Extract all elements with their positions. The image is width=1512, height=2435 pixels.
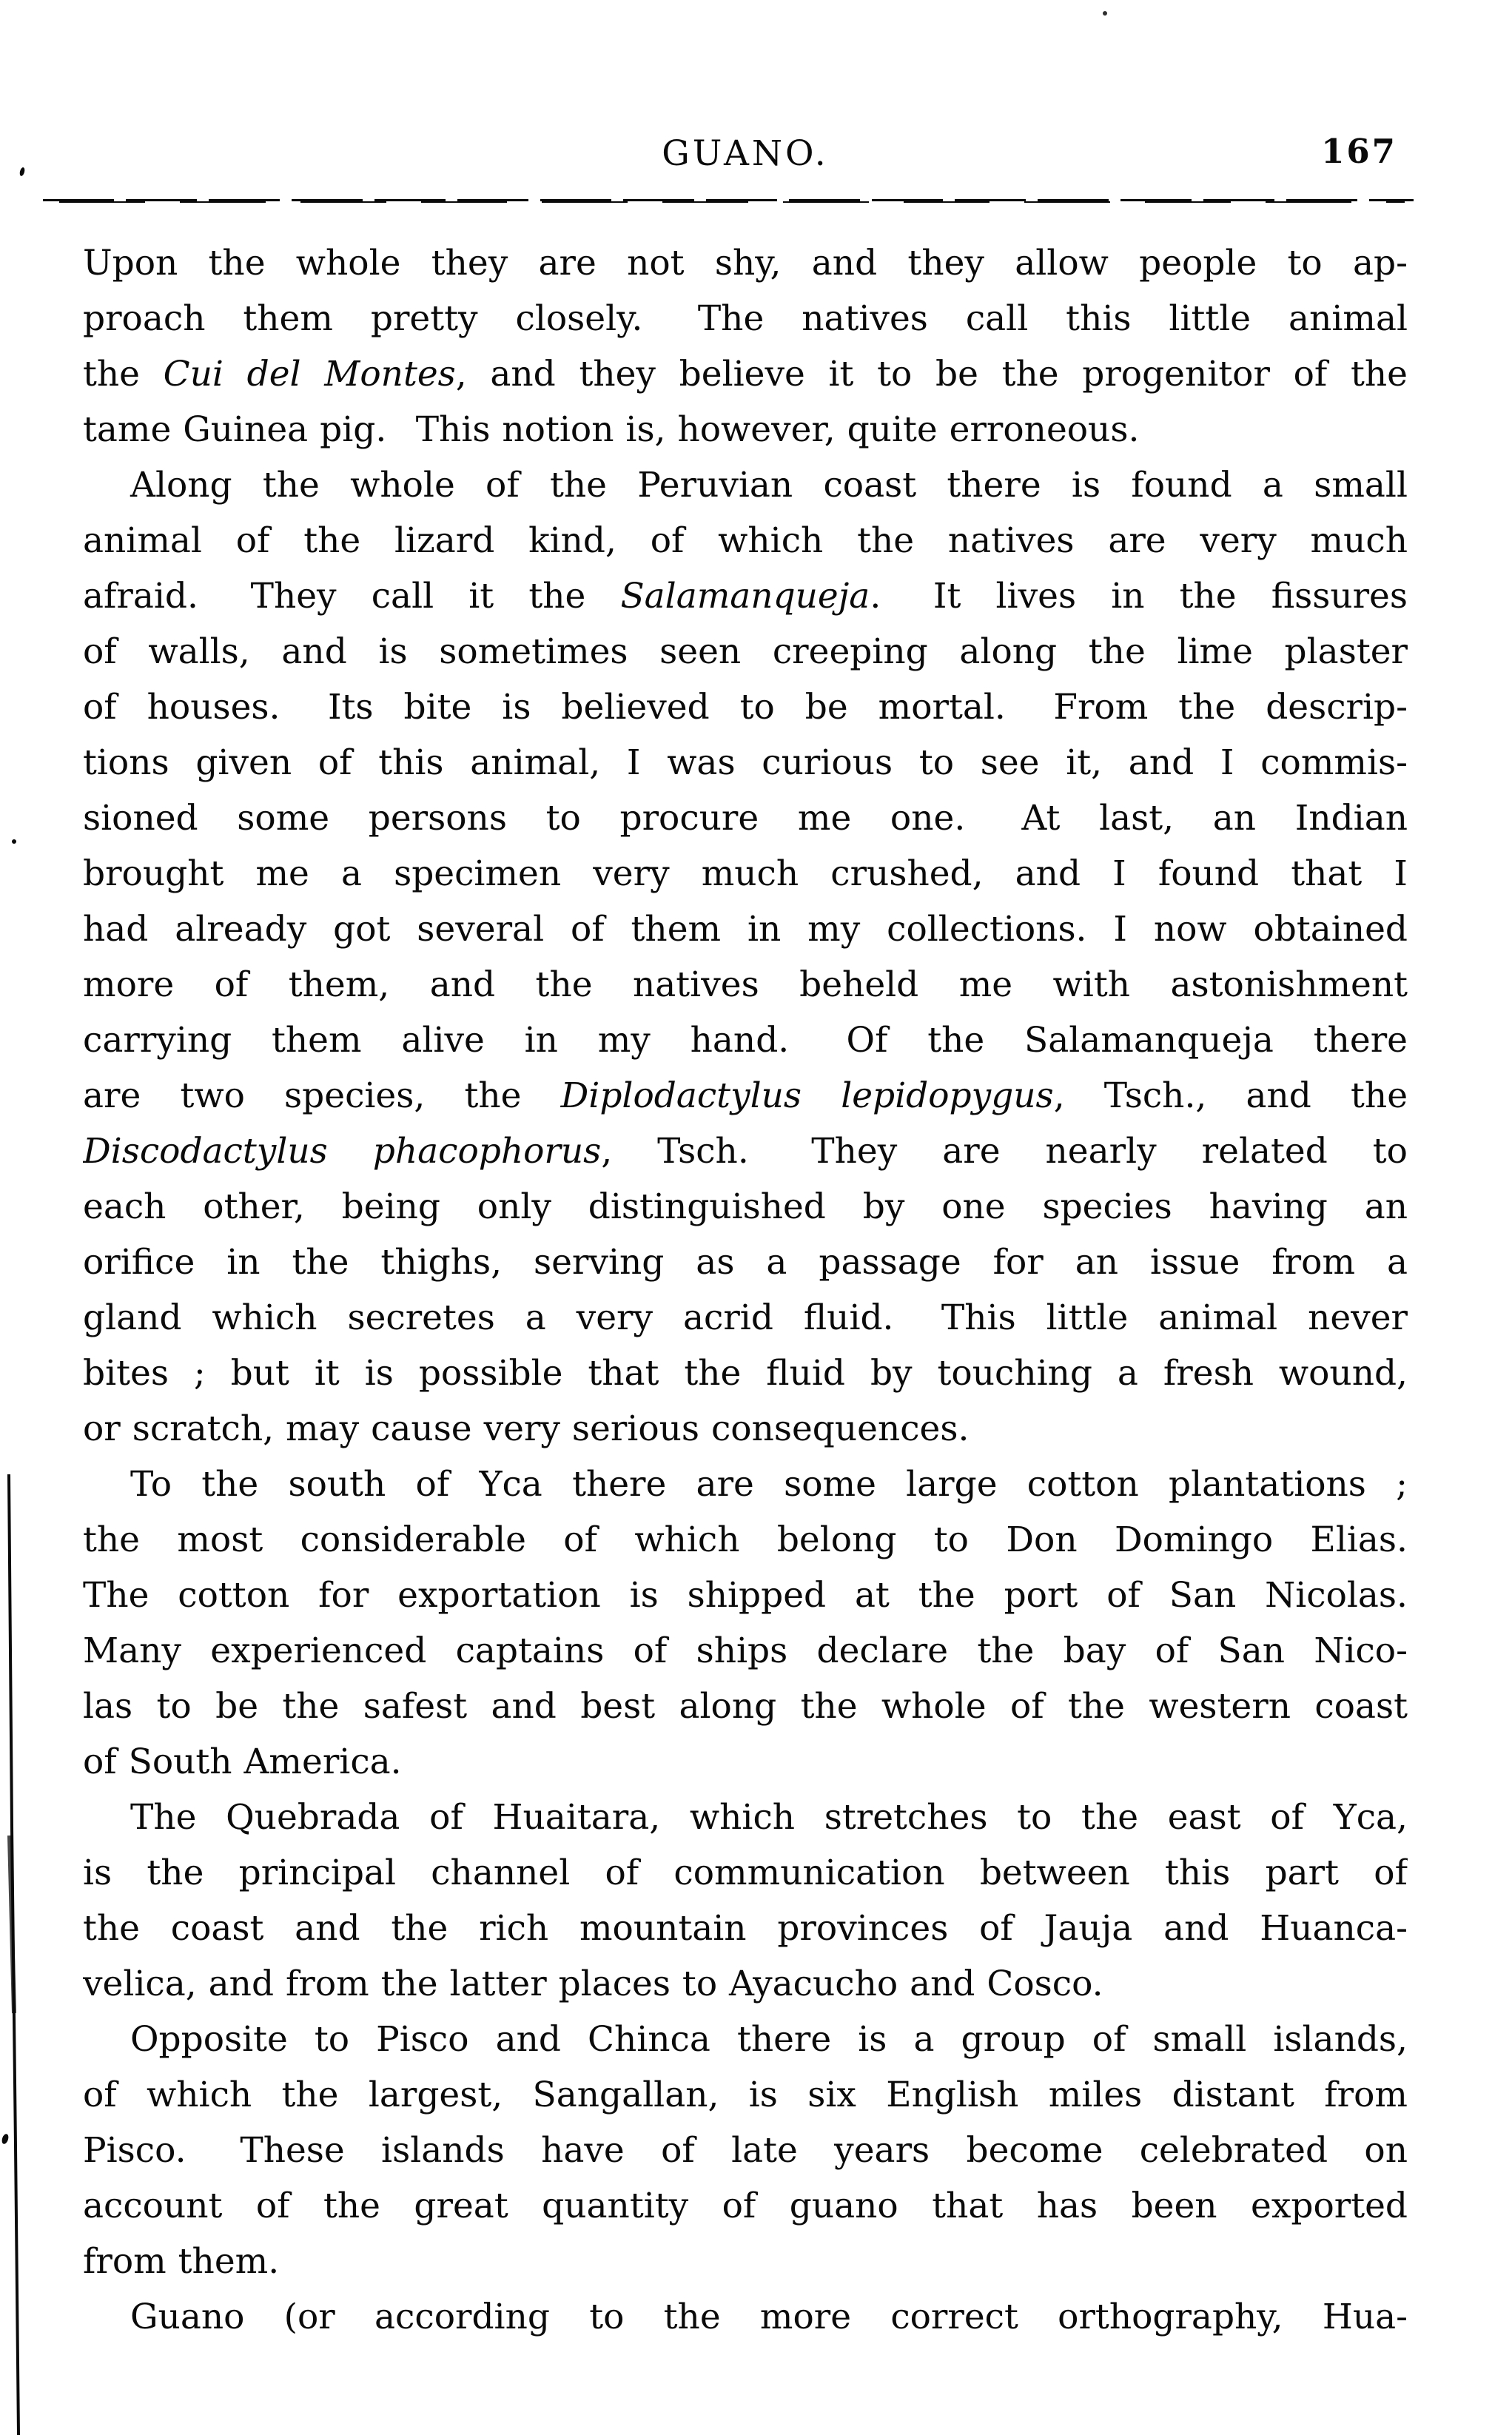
body-text: [83, 235, 1408, 2345]
text-line: tame Guinea pig. This notion is, however, quite erroneous.: [83, 409, 1140, 450]
text-line: more of them, and the natives beheld me with astonishment: [83, 964, 1408, 1005]
page-header-title: GUANO.: [662, 133, 829, 174]
text-line: orifice in the thighs, serving as a passage for an issue from a: [83, 1242, 1408, 1283]
text-line: velica, and from the latter places to Ayacucho and Cosco.: [83, 1964, 1103, 2004]
text-line: are two species, the Diplodactylus lepidopygus, Tsch., and the: [83, 1075, 1408, 1116]
text-line: brought me a specimen very much crushed, and I found that I: [83, 853, 1408, 894]
text-line: afraid. They call it the Salamanqueja. It lives in the fissures: [83, 576, 1408, 617]
speck-artifact: [1103, 11, 1107, 16]
text-line: of South America.: [83, 1742, 402, 1782]
text-line: the Cui del Montes, and they believe it to be the progenitor of the: [83, 354, 1408, 394]
text-line: or scratch, may cause very serious consequences.: [83, 1408, 970, 1449]
text-line: of which the largest, Sangallan, is six English miles distant from: [83, 2075, 1408, 2115]
text-line: tions given of this animal, I was curious to see it, and I commis-: [83, 742, 1408, 783]
running-head: [83, 133, 1408, 181]
text-line: proach them pretty closely. The natives call this little animal: [83, 298, 1408, 339]
spine-line-artifact: [9, 1474, 19, 2435]
text-line: The Quebrada of Huaitara, which stretches to the east of Yca,: [130, 1797, 1408, 1838]
text-line: Opposite to Pisco and Chinca there is a group of small islands,: [130, 2019, 1408, 2060]
text-line: had already got several of them in my collections. I now obtained: [83, 909, 1408, 950]
text-line: To the south of Yca there are some large cotton plantations ;: [130, 1464, 1408, 1505]
text-line: from them.: [83, 2241, 280, 2282]
speck-artifact: [1, 2133, 10, 2145]
text-line: Upon the whole they are not shy, and they allow people to ap-: [83, 243, 1408, 283]
text-line: Along the whole of the Peruvian coast there is found a small: [130, 465, 1408, 506]
text-line: gland which secretes a very acrid fluid. This little animal never: [83, 1297, 1408, 1338]
text-line: las to be the safest and best along the whole of the western coast: [83, 1686, 1408, 1727]
text-line: account of the great quantity of guano that has been exported: [83, 2186, 1408, 2226]
page-number: 167: [1321, 132, 1397, 171]
text-line: Guano (or according to the more correct orthography, Hua-: [130, 2297, 1408, 2337]
text-line: The cotton for exportation is shipped at the port of San Nicolas.: [83, 1575, 1408, 1616]
text-line: Many experienced captains of ships declare the bay of San Nico-: [83, 1630, 1408, 1671]
text-line: the coast and the rich mountain provinces of Jauja and Huanca-: [83, 1908, 1408, 1949]
header-rule: [43, 199, 1414, 204]
text-line: bites ; but it is possible that the fluid by touching a fresh wound,: [83, 1353, 1408, 1394]
speck-artifact: [19, 167, 26, 176]
text-line: is the principal channel of communication between this part of: [83, 1853, 1408, 1893]
text-line: of walls, and is sometimes seen creeping along the lime plaster: [83, 631, 1408, 672]
text-line: each other, being only distinguished by one species having an: [83, 1186, 1408, 1227]
text-line: of houses. Its bite is believed to be mortal. From the descrip-: [83, 687, 1408, 728]
speck-artifact: [12, 839, 16, 844]
text-line: animal of the lizard kind, of which the natives are very much: [83, 520, 1408, 561]
spine-line-thick-artifact: [10, 1836, 14, 2013]
text-line: Discodactylus phacophorus, Tsch. They are nearly related to: [83, 1131, 1408, 1172]
text-line: the most considerable of which belong to Don Domingo Elias.: [83, 1519, 1408, 1560]
text-line: carrying them alive in my hand. Of the Salamanqueja there: [83, 1020, 1408, 1061]
text-line: Pisco. These islands have of late years become celebrated on: [83, 2130, 1408, 2171]
text-line: sioned some persons to procure me one. At last, an Indian: [83, 798, 1408, 839]
